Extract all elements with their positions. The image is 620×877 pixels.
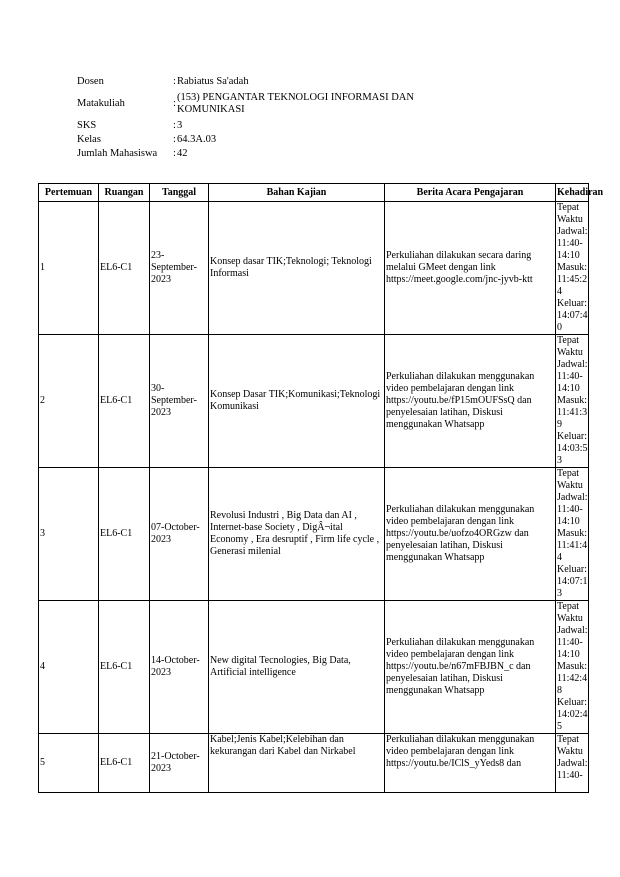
cell-berita-acara: Perkuliahan dilakukan secara daring melalui GMeet dengan link https://meet.google.com/jnc-jyvb-ktt	[385, 202, 556, 335]
cell-pertemuan: 1	[39, 202, 99, 335]
cell-berita-acara: Perkuliahan dilakukan menggunakan video pembelajaran dengan link https://youtu.be/uofzo4ORGzw dan penyelesaian latihan, Diskusi menggunakan Whatsapp	[385, 468, 556, 601]
info-sep: :	[173, 148, 176, 159]
cell-pertemuan: 2	[39, 335, 99, 468]
cell-berita-acara-text: Perkuliahan dilakukan menggunakan video pembelajaran dengan link https://youtu.be/IClS_yYeds8 dan	[386, 734, 535, 769]
info-row-dosen	[77, 75, 477, 89]
cell-kehadiran: Tepat Waktu Jadwal: 11:40-14:10 Masuk: 11:42:48 Keluar: 14:02:45	[557, 601, 588, 732]
info-sep: :	[173, 120, 176, 131]
cell-kehadiran: Tepat Waktu Jadwal: 11:40-14:10 Masuk: 11:41:39 Keluar: 14:03:53	[557, 335, 588, 466]
cell-tanggal: 23-September-2023	[150, 202, 209, 335]
col-header-berita-acara: Berita Acara Pengajaran	[385, 184, 556, 202]
info-key: Matakuliah	[77, 98, 125, 109]
cell-pertemuan: 4	[39, 601, 99, 734]
cell-ruangan: EL6-C1	[99, 335, 150, 468]
col-header-ruangan: Ruangan	[99, 184, 150, 202]
col-header-pertemuan: Pertemuan	[39, 184, 99, 202]
cell-ruangan: EL6-C1	[99, 468, 150, 601]
attendance-table	[38, 183, 604, 793]
table-row	[39, 202, 589, 335]
cell-kehadiran: Tepat Waktu Jadwal: 11:40-	[556, 734, 589, 793]
cell-pertemuan: 3	[39, 468, 99, 601]
col-header-kehadiran: Kehadiran	[556, 184, 589, 202]
info-sep: :	[173, 76, 176, 87]
info-key: Kelas	[77, 134, 101, 145]
cell-tanggal: 21-October-2023	[150, 734, 209, 793]
info-row-kelas	[77, 133, 477, 147]
info-key: SKS	[77, 120, 97, 131]
info-value: 42	[177, 148, 188, 159]
info-sep: :	[173, 134, 176, 145]
info-value: Rabiatus Sa'adah	[177, 76, 249, 87]
cell-tanggal: 14-October-2023	[150, 601, 209, 734]
cell-bahan-kajian: Konsep dasar TIK;Teknologi; Teknologi Informasi	[209, 202, 385, 335]
cell-ruangan: EL6-C1	[99, 734, 150, 793]
cell-bahan-kajian: Kabel;Jenis Kabel;Kelebihan dan kekurangan dari Kabel dan Nirkabel	[209, 734, 385, 793]
course-info	[77, 75, 477, 161]
cell-tanggal: 07-October-2023	[150, 468, 209, 601]
cell-pertemuan: 5	[39, 734, 99, 793]
info-value: 3	[177, 120, 183, 131]
info-sep: :	[173, 98, 176, 109]
table-row	[39, 601, 589, 734]
cell-berita-acara: Perkuliahan dilakukan menggunakan video pembelajaran dengan link https://youtu.be/n67mFBJBN_c dan penyelesaian latihan, Diskusi menggunakan Whatsapp	[385, 601, 556, 734]
cell-ruangan: EL6-C1	[99, 601, 150, 734]
info-value: (153) PENGANTAR TEKNOLOGI INFORMASI DAN KOMUNIKASI	[177, 92, 414, 115]
cell-bahan-kajian: Konsep Dasar TIK;Komunikasi;Teknologi Komunikasi	[209, 335, 385, 468]
cell-kehadiran: Tepat Waktu Jadwal: 11:40-14:10 Masuk: 11:45:24 Keluar: 14:07:40	[557, 202, 588, 333]
info-value: 64.3A.03	[177, 134, 217, 145]
table-row	[39, 734, 589, 793]
cell-kehadiran: Tepat Waktu Jadwal: 11:40-14:10 Masuk: 11:41:44 Keluar: 14:07:13	[557, 468, 588, 599]
table-header-row	[39, 184, 589, 202]
col-header-tanggal: Tanggal	[150, 184, 209, 202]
table-row	[39, 468, 589, 601]
col-header-bahan-kajian: Bahan Kajian	[209, 184, 385, 202]
cell-berita-acara: Perkuliahan dilakukan menggunakan video pembelajaran dengan link https://youtu.be/fP15mOUFSsQ dan penyelesaian latihan, Diskusi menggunakan Whatsapp	[385, 335, 556, 468]
cell-bahan-kajian: New digital Tecnologies, Big Data, Artificial intelligence	[209, 601, 385, 734]
info-row-matakuliah	[77, 89, 477, 119]
cell-tanggal: 30-September-2023	[150, 335, 209, 468]
info-row-sks	[77, 119, 477, 133]
info-row-jumlah-mahasiswa	[77, 147, 477, 161]
info-key: Jumlah Mahasiswa	[77, 148, 158, 159]
cell-bahan-kajian: Revolusi Industri , Big Data dan AI , Internet-base Society , DigÂ¬ital Economy , Era desruptif , Firm life cycle , Generasi milenial	[209, 468, 385, 601]
table-row	[39, 335, 589, 468]
cell-ruangan: EL6-C1	[99, 202, 150, 335]
cell-berita-acara	[385, 734, 556, 793]
info-key: Dosen	[77, 76, 104, 87]
